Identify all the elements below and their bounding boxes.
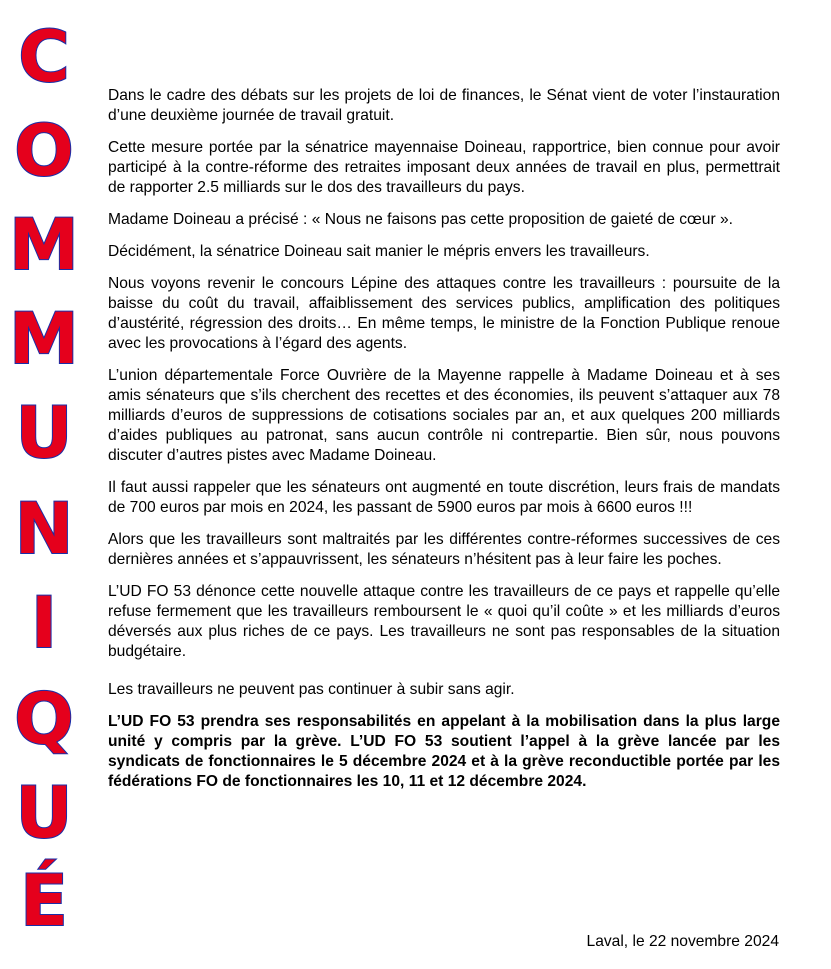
title-letter: C: [18, 16, 70, 98]
place-date-signature: Laval, le 22 novembre 2024: [586, 933, 779, 950]
title-letter: M: [9, 204, 79, 286]
vertical-title-communique: [0, 0, 90, 969]
paragraph-frais: Il faut aussi rappeler que les sénateurs ont augmenté en toute discrétion, leurs frais de mandats de 700 euros par mois en 2024, les passant de 5900 euros par mois à 6600 euros !!!: [108, 479, 780, 516]
title-letter: N: [14, 488, 74, 570]
title-letter: U: [15, 772, 73, 854]
title-letter: I: [30, 582, 58, 664]
title-letter: Q: [14, 678, 74, 760]
paragraph-denonce: L’UD FO 53 dénonce cette nouvelle attaque contre les travailleurs de ce pays et rappelle qu’elle refuse fermement que les travailleurs remboursent le « quoi qu’il coûte » et les milliards d’euros déversés aux plus riches de ce pays. Les travailleurs ne sont pas responsables de la situation budgétaire.: [108, 583, 780, 660]
paragraph-agir: Les travailleurs ne peuvent pas continuer à subir sans agir.: [108, 681, 515, 698]
title-letter: M: [9, 298, 79, 380]
paragraph-union: L’union départementale Force Ouvrière de la Mayenne rappelle à Madame Doineau et à ses amis sénateurs que s’ils cherchent des recettes et des économies, ils peuvent s’attaquer aux 78 milliards d’euros de suppressions de cotisations sociales par an, et aux quelques 200 milliards d’aides publiques au patronat, sans aucun contrôle ni contrepartie. Bien sûr, nous pouvons discuter d’autres pistes avec Madame Doineau.: [108, 367, 780, 464]
paragraph-citation: Madame Doineau a précisé : « Nous ne faisons pas cette proposition de gaieté de cœur ».: [108, 211, 733, 228]
paragraph-mepris: Décidément, la sénatrice Doineau sait manier le mépris envers les travailleurs.: [108, 243, 650, 260]
title-letter: O: [14, 110, 74, 192]
paragraph-maltraites: Alors que les travailleurs sont maltraités par les différentes contre-réformes successives de ces dernières années et s’appauvrissent, les sénateurs n’hésitent pas à leur faire les poches.: [108, 531, 780, 568]
paragraph-intro: Dans le cadre des débats sur les projets de loi de finances, le Sénat vient de voter l’instauration d’une deuxième journée de travail gratuit.: [108, 87, 780, 124]
title-letter: U: [15, 392, 73, 474]
title-letter: É: [20, 860, 68, 942]
paragraph-mesure: Cette mesure portée par la sénatrice mayennaise Doineau, rapportrice, bien connue pour avoir participé à la contre-réforme des retraites imposant deux années de travail en plus, permettrait de rapporter 2.5 milliards sur le dos des travailleurs du pays.: [108, 139, 780, 196]
paragraph-mobilisation: L’UD FO 53 prendra ses responsabilités en appelant à la mobilisation dans la plus large unité y compris par la grève. L’UD FO 53 soutient l’appel à la grève lancée par les syndicats de fonctionnaires le 5 décembre 2024 et à la grève reconductible portée par les fédérations FO de fonctionnaires les 10, 11 et 12 décembre 2024.: [108, 713, 780, 790]
paragraph-attaques: Nous voyons revenir le concours Lépine des attaques contre les travailleurs : poursuite de la baisse du coût du travail, affaiblissement des services publics, amplification des politiques d’austérité, régression des droits… En même temps, le ministre de la Fonction Publique renoue avec les provocations à l’égard des agents.: [108, 275, 780, 352]
communique-body: [108, 86, 780, 804]
